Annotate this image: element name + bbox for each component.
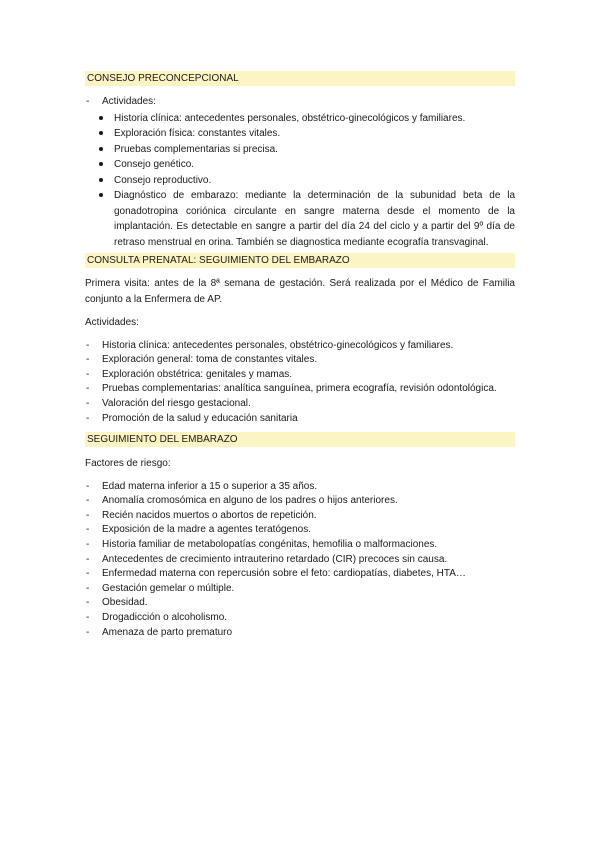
sec2-activities-label: Actividades:	[85, 317, 139, 329]
sec2-list	[85, 339, 515, 427]
sec1-bullet-list	[85, 111, 515, 251]
list-item: - Valoración del riesgo gestacional.	[85, 397, 515, 412]
list-item: Consejo genético.	[85, 157, 515, 173]
sec2-intro-paragraph: Primera visita: antes de la 8ª semana de gestación. Será realizada por el Médico de Familia conjunto a la Enfermera de AP.	[85, 278, 515, 305]
list-item: - Pruebas complementarias: analítica sanguínea, primera ecografía, revisión odontológica.	[85, 382, 515, 397]
section-heading-consejo-preconcepcional: CONSEJO PRECONCEPCIONAL	[85, 71, 515, 86]
list-item: Pruebas complementarias si precisa.	[85, 142, 515, 158]
list-item: Diagnóstico de embarazo: mediante la determinación de la subunidad beta de la gonadotropina coriónica circulante en sangre materna desde el momento de la implantación. Es detectable en sangre a partir del día 24 del ciclo y a partir del 9º día de retraso menstrual en orina. También se diagnostica mediante ecografía transvaginal.	[85, 188, 515, 250]
list-item: - Promoción de la salud y educación sanitaria	[85, 412, 515, 427]
sec1-activities-label: Actividades:	[102, 96, 156, 107]
sec1-activities-item	[85, 95, 515, 250]
list-item: - Edad materna inferior a 15 o superior a 35 años.	[85, 480, 515, 495]
sec3-risk-label: Factores de riesgo:	[85, 458, 171, 470]
document-page	[85, 71, 515, 640]
list-item: - Enfermedad materna con repercusión sobre el feto: cardiopatías, diabetes, HTA…	[85, 567, 515, 582]
section-heading-consulta-prenatal: CONSULTA PRENATAL: SEGUIMIENTO DEL EMBARAZO	[85, 253, 515, 268]
list-item: - Exposición de la madre a agentes teratógenos.	[85, 523, 515, 538]
list-item: - Drogadicción o alcoholismo.	[85, 611, 515, 626]
list-item: Exploración física: constantes vitales.	[85, 126, 515, 142]
list-item: - Historia clínica: antecedentes personales, obstétrico-ginecológicos y familiares.	[85, 339, 515, 354]
list-item: - Exploración obstétrica: genitales y mamas.	[85, 368, 515, 383]
list-item: - Recién nacidos muertos o abortos de repetición.	[85, 509, 515, 524]
list-item: - Exploración general: toma de constantes vitales.	[85, 353, 515, 368]
sec3-list	[85, 480, 515, 641]
list-item: Consejo reproductivo.	[85, 173, 515, 189]
sec1-list	[85, 95, 515, 250]
list-item: - Antecedentes de crecimiento intrauterino retardado (CIR) precoces sin causa.	[85, 553, 515, 568]
list-item: - Obesidad.	[85, 596, 515, 611]
list-item: - Historia familiar de metabolopatías congénitas, hemofilia o malformaciones.	[85, 538, 515, 553]
list-item: - Gestación gemelar o múltiple.	[85, 582, 515, 597]
list-item: Historia clínica: antecedentes personales, obstétrico-ginecológicos y familiares.	[85, 111, 515, 127]
list-item: - Anomalía cromosómica en alguno de los padres o hijos anteriores.	[85, 494, 515, 509]
list-item: - Amenaza de parto prematuro	[85, 626, 515, 641]
section-heading-seguimiento-embarazo: SEGUIMIENTO DEL EMBARAZO	[85, 432, 515, 447]
